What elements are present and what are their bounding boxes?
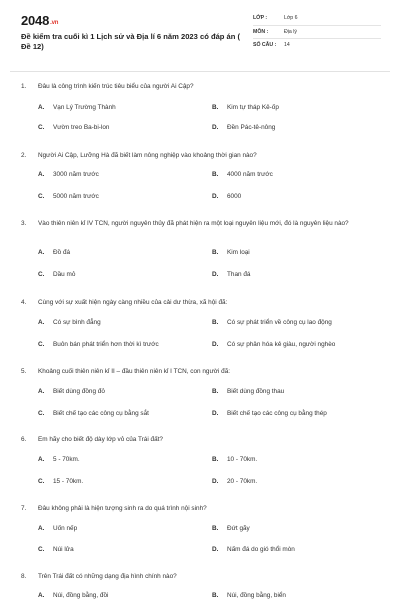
option-a[interactable] — [38, 388, 105, 395]
option-letter: D. — [212, 193, 219, 200]
question-text: Đâu là công trình kiến trúc tiêu biểu của người Ai Cập? — [38, 83, 194, 90]
question-text: Vào thiên niên kỉ IV TCN, người nguyên thủy đã phát hiện ra một loại nguyên liệu mới, đó là nguyên liệu nào? — [38, 220, 349, 227]
option-text: Biết chế tạo các công cụ bằng thép — [227, 410, 327, 417]
option-letter: B. — [212, 388, 219, 395]
option-letter: C. — [38, 271, 45, 278]
option-letter: D. — [212, 124, 219, 131]
option-text: Có sự phát triển về công cụ lao động — [227, 319, 332, 326]
option-text: Núi, đồng bằng, biển — [227, 592, 286, 599]
option-d[interactable] — [212, 271, 250, 278]
option-a[interactable] — [38, 319, 101, 326]
option-text: 10 - 70km. — [227, 456, 258, 463]
option-c[interactable] — [38, 124, 109, 131]
option-letter: A. — [38, 388, 45, 395]
question-number: 8. — [21, 573, 27, 580]
option-letter: D. — [212, 341, 219, 348]
option-letter: C. — [38, 193, 45, 200]
question-number: 2. — [21, 152, 27, 159]
meta-value: Lớp 6 — [284, 15, 298, 21]
option-text: Núi, đồng bằng, đồi — [53, 592, 109, 599]
option-d[interactable] — [212, 546, 295, 553]
option-text: Kim loại — [227, 249, 250, 256]
option-text: Vạn Lý Trường Thành — [53, 104, 116, 111]
question-text: Trên Trái đất có những dạng địa hình chính nào? — [38, 573, 177, 580]
option-text: 5 - 70km. — [53, 456, 80, 463]
option-letter: C. — [38, 410, 45, 417]
option-c[interactable] — [38, 546, 74, 553]
option-b[interactable] — [212, 525, 250, 532]
meta-row-subject — [253, 26, 381, 40]
option-letter: A. — [38, 319, 45, 326]
option-text: Dầu mỏ — [53, 271, 76, 278]
option-d[interactable] — [212, 410, 327, 417]
logo-main: 2048 — [21, 13, 50, 28]
option-text: Nấm đá do gió thổi mòn — [227, 546, 295, 553]
option-letter: B. — [212, 525, 219, 532]
question-number: 1. — [21, 83, 27, 90]
option-letter: C. — [38, 124, 45, 131]
option-letter: A. — [38, 456, 45, 463]
option-a[interactable] — [38, 592, 108, 599]
option-b[interactable] — [212, 456, 257, 463]
option-b[interactable] — [212, 249, 250, 256]
option-letter: B. — [212, 249, 219, 256]
option-letter: D. — [212, 478, 219, 485]
option-text: 15 - 70km. — [53, 478, 84, 485]
option-letter: D. — [212, 271, 219, 278]
option-a[interactable] — [38, 104, 116, 111]
option-letter: A. — [38, 104, 45, 111]
option-text: 3000 năm trước — [53, 171, 99, 178]
option-text: Đền Pác-tê-nông — [227, 124, 276, 131]
option-text: 4000 năm trước — [227, 171, 273, 178]
option-text: Núi lửa — [53, 546, 74, 553]
option-letter: D. — [212, 410, 219, 417]
option-text: Buôn bán phát triển hơn thời kì trước — [53, 341, 159, 348]
question-text: Khoảng cuối thiên niên kỉ II – đầu thiên niên kỉ I TCN, con người đã: — [38, 368, 231, 375]
option-a[interactable] — [38, 456, 80, 463]
option-text: Đứt gãy — [227, 525, 250, 532]
header-divider — [10, 71, 390, 72]
option-d[interactable] — [212, 193, 241, 200]
meta-row-question-count — [253, 39, 381, 53]
meta-label: SỐ CÂU : — [253, 42, 277, 48]
question-text: Em hãy cho biết độ dày lớp vỏ của Trái đất? — [38, 436, 163, 443]
option-c[interactable] — [38, 341, 159, 348]
question-text: Cùng với sự xuất hiện ngày càng nhiều của cải dư thừa, xã hội đã: — [38, 299, 228, 306]
question-text: Người Ai Cập, Lưỡng Hà đã biết làm nông nghiệp vào khoảng thời gian nào? — [38, 152, 257, 159]
option-d[interactable] — [212, 478, 257, 485]
option-letter: A. — [38, 249, 45, 256]
meta-label: LỚP : — [253, 15, 268, 21]
question-number: 7. — [21, 505, 27, 512]
option-text: Có sự bình đẳng — [53, 319, 101, 326]
option-letter: B. — [212, 456, 219, 463]
option-text: Đồ đá — [53, 249, 71, 256]
meta-value: Địa lý — [284, 28, 297, 35]
option-letter: A. — [38, 171, 45, 178]
option-a[interactable] — [38, 525, 77, 532]
option-a[interactable] — [38, 249, 70, 256]
meta-value: 14 — [284, 42, 290, 48]
option-c[interactable] — [38, 410, 149, 417]
option-d[interactable] — [212, 124, 275, 131]
question-number: 5. — [21, 368, 27, 375]
option-text: Biết chế tạo các công cụ bằng sắt — [53, 410, 149, 417]
option-text: 6000 — [227, 193, 242, 200]
meta-label: MÔN : — [253, 28, 269, 35]
meta-row-class — [253, 12, 381, 26]
option-text: Biết dùng đồng thau — [227, 388, 285, 395]
option-b[interactable] — [212, 388, 284, 395]
option-letter: B. — [212, 319, 219, 326]
option-c[interactable] — [38, 193, 99, 200]
page-header — [0, 0, 400, 70]
option-text: Có sự phân hóa kẻ giàu, người nghèo — [227, 341, 336, 348]
option-c[interactable] — [38, 478, 83, 485]
option-d[interactable] — [212, 341, 335, 348]
option-letter: D. — [212, 546, 219, 553]
option-b[interactable] — [212, 592, 286, 599]
option-c[interactable] — [38, 271, 75, 278]
option-text: Vườn treo Ba-bi-lon — [53, 124, 110, 131]
option-letter: C. — [38, 341, 45, 348]
option-text: Than đá — [227, 271, 251, 278]
exam-meta-table — [253, 12, 381, 53]
option-letter: A. — [38, 592, 45, 599]
logo-suffix: .vn — [50, 20, 59, 26]
option-a[interactable] — [38, 171, 99, 178]
option-b[interactable] — [212, 104, 279, 111]
site-logo[interactable] — [21, 13, 58, 28]
option-letter: B. — [212, 171, 219, 178]
question-number: 6. — [21, 436, 27, 443]
option-letter: A. — [38, 525, 45, 532]
question-text: Đâu không phải là hiện tượng sinh ra do quá trình nội sinh? — [38, 505, 207, 512]
option-letter: B. — [212, 104, 219, 111]
option-letter: B. — [212, 592, 219, 599]
option-text: Uốn nếp — [53, 525, 78, 532]
option-letter: C. — [38, 478, 45, 485]
option-b[interactable] — [212, 319, 332, 326]
option-text: Kim tự tháp Kê-ốp — [227, 104, 279, 111]
option-b[interactable] — [212, 171, 273, 178]
option-text: Biết dùng đồng đỏ — [53, 388, 105, 395]
question-number: 3. — [21, 220, 27, 227]
option-text: 20 - 70km. — [227, 478, 258, 485]
question-number: 4. — [21, 299, 27, 306]
page-title: Đề kiểm tra cuối kì 1 Lịch sử và Địa lí 6 năm 2023 có đáp án ( Đề 12) — [21, 32, 241, 51]
option-text: 5000 năm trước — [53, 193, 99, 200]
option-letter: C. — [38, 546, 45, 553]
